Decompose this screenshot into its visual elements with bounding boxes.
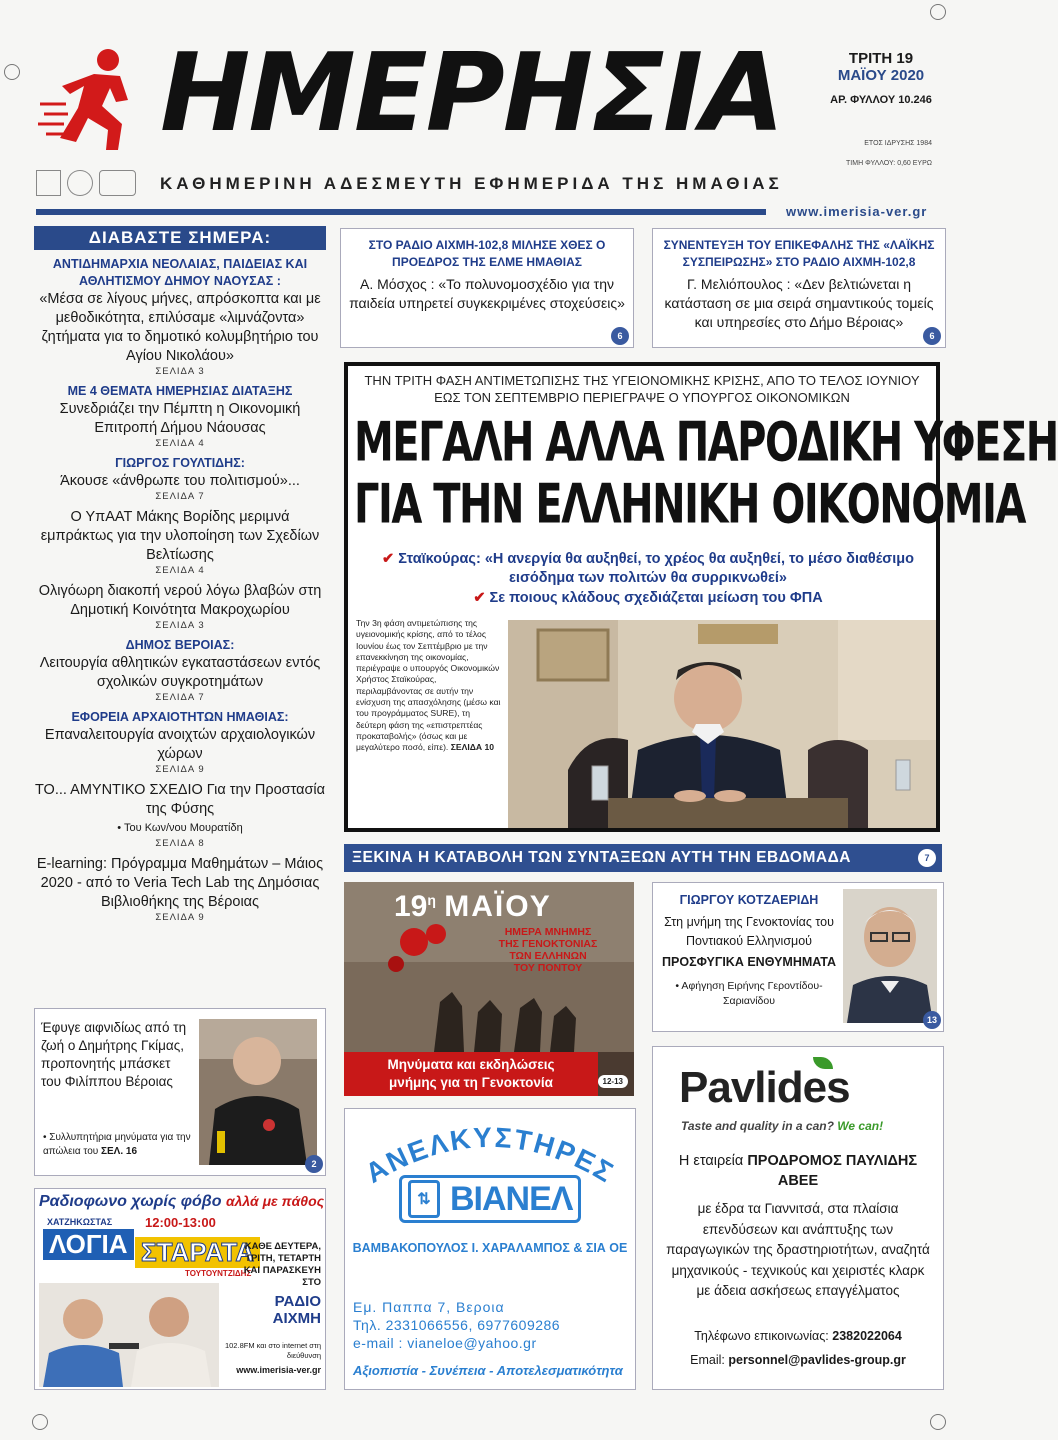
elevator-motto: Αξιοπιστία - Συνέπεια - Αποτελεσματικότητα xyxy=(353,1363,623,1378)
main-story-headline-2: ΓΙΑ ΤΗΝ ΕΛΛΗΝΙΚΗ ΟΙΚΟΝΟΜΙΑ xyxy=(354,474,1025,537)
radio-show-b: ΣΤΑΡΑΤΑ xyxy=(135,1237,260,1268)
genocide-caption: Μηνύματα και εκδηλώσεις μνήμης για τη Γενοκτονία xyxy=(344,1052,598,1096)
elevator-company: ΒΑΜΒΑΚΟΠΟΥΛΟΣ Ι. ΧΑΡΑΛΑΜΠΟΣ & ΣΙΑ ΟΕ xyxy=(352,1241,628,1255)
genocide-memorial[interactable] xyxy=(344,882,634,1096)
page-badge: 2 xyxy=(305,1155,323,1173)
issue-date-block xyxy=(818,50,944,106)
elevator-email[interactable]: e-mail : vianeloe@yahoo.gr xyxy=(353,1335,537,1351)
masthead-rule xyxy=(36,209,766,215)
pavlides-brand: Pavlides xyxy=(679,1063,850,1112)
genocide-date-sup: η xyxy=(427,892,436,908)
pavlides-email[interactable]: Email: personnel@pavlides-group.gr xyxy=(690,1353,906,1367)
top-story-1[interactable]: ΣΤΟ ΡΑΔΙΟ ΑΙΧΜΗ-102,8 ΜΙΛΗΣΕ ΧΘΕΣ Ο ΠΡΟΕΔΡΟΣ ΤΗΣ ΕΛΜΕ ΗΜΑΘΙΑΣ Α. Μόσχος : «Το πολυνομοσχέδιο για την παιδεία υπηρετεί συγκεκριμένες στοχεύσεις» 6 xyxy=(340,228,634,348)
page-badge: 7 xyxy=(918,849,936,867)
genocide-month: ΜΑΪΟΥ xyxy=(444,890,552,923)
cert-badge-icon xyxy=(67,170,92,196)
page-badge: 6 xyxy=(923,327,941,345)
pavlides-phone: Τηλέφωνο επικοινωνίας: 2382022064 xyxy=(694,1329,902,1343)
certification-logos xyxy=(36,170,136,196)
radio-show-a: ΛΟΓΙΑ xyxy=(43,1229,134,1260)
genocide-subtitle: ΗΜΕΡΑ ΜΝΗΜΗΣ ΤΗΣ ΓΕΝΟΚΤΟΝΙΑΣ ΤΩΝ ΕΛΛΗΝΩΝ ΤΟΥ ΠΟΝΤΟΥ xyxy=(498,926,598,974)
column-author: ΓΙΩΡΓΟΥ ΚΟΤΖΑΕΡΙΔΗ xyxy=(679,893,819,907)
page-badge: 13 xyxy=(923,1011,941,1029)
lift-logo-icon: ⇅ xyxy=(408,1180,440,1218)
list-item[interactable]: ΓΙΩΡΓΟΣ ΓΟΥΛΤΙΔΗΣ: Άκουσε «άνθρωπε του πολιτισμού»... ΣΕΛΙΔΑ 7 xyxy=(60,456,300,502)
elevator-address: Εμ. Παππα 7, Βεροια xyxy=(353,1299,505,1315)
radio-ad-slogan-b: αλλά με πάθος xyxy=(225,1193,325,1209)
radio-freq: 102.8FM και στο internet στη διεύθυνση xyxy=(224,1341,321,1360)
obituary-text: Έφυγε αιφνιδίως από τη ζωή ο Δημήτρης Γκίμας, προπονητής μπάσκετ του Φιλίππου Βέροιας xyxy=(41,1020,187,1089)
page-badge: 6 xyxy=(611,327,629,345)
pavlides-intro: Η εταιρεία ΠΡΟΔΡΟΜΟΣ ΠΑΥΛΙΔΗΣ ΑΒΕΕ xyxy=(678,1153,918,1189)
pavlides-slogan-b: We can! xyxy=(837,1119,884,1133)
read-today-list xyxy=(34,256,326,929)
founded-year: ΕΤΟΣ ΙΔΡΥΣΗΣ 1984 xyxy=(864,140,932,147)
list-item[interactable]: ΜΕ 4 ΘΕΜΑΤΑ ΗΜΕΡΗΣΙΑΣ ΔΙΑΤΑΞΗΣ Συνεδριάζει την Πέμπτη η Οικονομική Επιτροπή Δήμου Νάουσας ΣΕΛΙΔΑ 4 xyxy=(59,384,301,449)
registration-mark-icon xyxy=(930,1414,946,1430)
main-story[interactable] xyxy=(344,362,1058,832)
svg-text:ΑΝΕΛΚΥΣΤΗΡΕΣ: ΑΝΕΛΚΥΣΤΗΡΕΣ xyxy=(360,1121,620,1189)
list-item[interactable]: ΤΟ... ΑΜΥΝΤΙΚΟ ΣΧΕΔΙΟ Για την Προστασία της Φύσης • Του Κων/νου Μουρατίδη ΣΕΛΙΔΑ 8 xyxy=(34,782,326,849)
list-item[interactable]: Ολιγόωρη διακοπή νερού λόγω βλαβών στη Δημοτική Κοινότητα Μακροχωρίου ΣΕΛΙΔΑ 3 xyxy=(38,583,322,631)
issue-number: ΑΡ. ΦΥΛΛΟΥ 10.246 xyxy=(830,94,932,106)
main-story-kicker: ΤΗΝ ΤΡΙΤΗ ΦΑΣΗ ΑΝΤΙΜΕΤΩΠΙΣΗΣ ΤΗΣ ΥΓΕΙΟΝΟΜΙΚΗΣ ΚΡΙΣΗΣ, ΑΠΟ ΤΟ ΤΕΛΟΣ ΙΟΥΝΙΟΥ ΕΩΣ ΤΟΝ ΣΕΠΤΕΜΒΡΙΟ ΠΕΡΙΕΓΡΑΨΕ Ο ΥΠΟΥΡΓΟΣ ΟΙΚΟΝΟΜΙΚΩΝ xyxy=(364,373,920,405)
radio-show-ad[interactable] xyxy=(34,1188,326,1390)
runner-logo-icon xyxy=(36,46,146,156)
radio-days: ΚΑΘΕ ΔΕΥΤΕΡΑ, ΤΡΙΤΗ, ΤΕΤΑΡΤΗ ΚΑΙ ΠΑΡΑΣΚΕΥΗ ΣΤΟ xyxy=(243,1241,321,1288)
elevator-ad[interactable] xyxy=(344,1108,636,1390)
elder-photo xyxy=(843,889,937,1023)
obituary-sub: • Συλλυπητήρια μηνύματα για την απώλεια του ΣΕΛ. 16 xyxy=(43,1132,191,1157)
pavlides-ad[interactable] xyxy=(652,1046,944,1390)
radio-host: ΧΑΤΖΗΚΩΣΤΑΣ xyxy=(47,1217,113,1227)
top-story-2[interactable]: ΣΥΝΕΝΤΕΥΞΗ ΤΟΥ ΕΠΙΚΕΦΑΛΗΣ ΤΗΣ «ΛΑΪΚΗΣ ΣΥΣΠΕΙΡΩΣΗΣ» ΣΤΟ ΡΑΔΙΟ ΑΙΧΜΗ-102,8 Γ. Μελιόπουλος : «Δεν βελτιώνεται η κατάσταση σε μια σειρά σημαντικούς τομείς και υπηρεσίες στο Δήμο Βέροιας» 6 xyxy=(652,228,946,348)
masthead-title: ΗΜΕΡΗΣΙΑ xyxy=(160,31,783,156)
radio-url[interactable]: www.imerisia-ver.gr xyxy=(236,1365,321,1375)
pensions-banner[interactable]: ΞΕΚΙΝΑ Η ΚΑΤΑΒΟΛΗ ΤΩΝ ΣΥΝΤΑΞΕΩΝ ΑΥΤΗ ΤΗΝ ΕΒΔΟΜΑΔΑ 7 xyxy=(344,844,942,872)
minister-photo xyxy=(508,620,936,828)
issue-day: ΤΡΙΤΗ 19 xyxy=(848,50,914,67)
column-title: ΠΡΟΣΦΥΓΙΚΑ ΕΝΘΥΜΗΜΑΤΑ xyxy=(661,955,836,969)
website-link[interactable]: www.imerisia-ver.gr xyxy=(786,204,928,219)
radio-hosts-photo xyxy=(39,1283,219,1387)
registration-mark-icon xyxy=(32,1414,48,1430)
list-item[interactable]: ΔΗΜΟΣ ΒΕΡΟΙΑΣ: Λειτουργία αθλητικών εγκαταστάσεων εντός σχολικών συγκροτημάτων ΣΕΛΙΔΑ 7 xyxy=(39,638,321,703)
checkmark-icon: ✔ xyxy=(382,551,395,567)
memoirs-column[interactable] xyxy=(652,882,944,1032)
radio-station: ΡΑΔΙΟ ΑΙΧΜΗ xyxy=(272,1293,321,1327)
list-item[interactable]: E-learning: Πρόγραμμα Μαθημάτων – Μάιος 2020 - από το Veria Tech Lab της Δημόσιας Βιβλιοθήκης της Βέροιας ΣΕΛΙΔΑ 9 xyxy=(36,856,324,923)
column-sub: • Αφήγηση Ειρήνης Γεροντίδου-Σαριανίδου xyxy=(675,980,823,1007)
column-text: Στη μνήμη της Γενοκτονίας του Ποντιακού Ελληνισμού xyxy=(664,915,834,948)
elevator-phone: Τηλ. 2331066556, 6977609286 xyxy=(353,1317,561,1333)
radio-ad-slogan: Ραδιοφωνο χωρίς φόβο xyxy=(39,1193,222,1210)
masthead-tagline: ΚΑΘΗΜΕΡΙΝΗ ΑΔΕΣΜΕΥΤΗ ΕΦΗΜΕΡΙΔΑ ΤΗΣ ΗΜΑΘΙΑΣ xyxy=(160,174,783,193)
list-item[interactable]: ΕΦΟΡΕΙΑ ΑΡΧΑΙΟΤΗΤΩΝ ΗΜΑΘΙΑΣ: Επαναλειτουργία ανοιχτών αρχαιολογικών χώρων ΣΕΛΙΔΑ 9 xyxy=(44,710,316,775)
page-badge: 12-13 xyxy=(598,1075,628,1088)
radio-time: 12:00-13:00 xyxy=(145,1215,216,1230)
price: ΤΙΜΗ ΦΥΛΛΟΥ: 0,60 ΕΥΡΩ xyxy=(846,160,932,167)
pavlides-slogan: Taste and quality in a can? xyxy=(681,1119,834,1133)
list-item[interactable]: ΑΝΤΙΔΗΜΑΡΧΙΑ ΝΕΟΛΑΙΑΣ, ΠΑΙΔΕΙΑΣ ΚΑΙ ΑΘΛΗΤΙΣΜΟΥ ΔΗΜΟΥ ΝΑΟΥΣΑΣ : «Μέσα σε λίγους μήνες, απρόσκοπτα και με μεθοδικότητα, επιλύσαμε «λιμνάζοντα» ζητήματα για το δημοτικό κολυμβητήριο του Αγίου Νικολάου» ΣΕΛΙΔΑ 3 xyxy=(39,257,321,377)
cert-badge-icon xyxy=(99,170,136,196)
checkmark-icon: ✔ xyxy=(473,590,486,606)
genocide-date: 19 xyxy=(394,890,428,923)
main-story-bullet-2: ✔ Σε ποιους κλάδους σχεδιάζεται μείωση του ΦΠΑ xyxy=(473,590,823,606)
cert-badge-icon xyxy=(36,170,61,196)
registration-mark-icon xyxy=(4,64,20,80)
pavlides-body: με έδρα τα Γιαννιτσά, στα πλαίσια επενδύσεων και ανάπτυξης των παραγωγικών της δραστηριοτήτων, αναζητά μηχανικούς - τεχνικούς και χειριστές κλαρκ με άδεια ασκήσεως επαγγέλματος xyxy=(666,1201,930,1298)
main-story-body: Την 3η φάση αντιμετώπισης της υγειονομικής κρίσης, από το τέλος Ιουνίου έως τον Σεπτέμβριο με την επανεκκίνηση της οικονομίας, περιέγραψε ο υπουργός Οικονομικών Χρήστος Σταϊκούρας, περιλαμβάνοντας σε αυτήν την ενίσχυση της απασχόλησης (μέσω και του προγράμματος SURE), τη δεύτερη φάση της «επιστρεπτέας προκαταβολής» (όσως και με μεγαλύτερο ποσό, είπε). ΣΕΛΙΔΑ 10 xyxy=(356,618,501,753)
registration-mark-icon xyxy=(930,4,946,20)
coach-photo xyxy=(199,1019,317,1165)
issue-month: ΜΑΪΟΥ 2020 xyxy=(837,67,925,84)
read-today-header: ΔΙΑΒΑΣΤΕ ΣΗΜΕΡΑ: xyxy=(34,226,326,250)
elevator-brand: ⇅ ΒΙΑΝΕΛ xyxy=(399,1175,581,1223)
radio-host-2: ΤΟΥΤΟΥΝΤΖΙΔΗΣ xyxy=(185,1269,252,1278)
main-story-bullet-1: ✔ Σταϊκούρας: «Η ανεργία θα αυξηθεί, το χρέος θα αυξηθεί, το μέσο διαθέσιμο εισόδημα των πολιτών θα συρρικνωθεί» xyxy=(382,551,914,586)
obituary-box[interactable] xyxy=(34,1008,326,1176)
list-item[interactable]: Ο ΥπΑΑΤ Μάκης Βορίδης μεριμνά εμπράκτως για την υλοποίηση των Σχεδίων Βελτίωσης ΣΕΛΙΔΑ 4 xyxy=(40,509,320,576)
main-story-headline: ΜΕΓΑΛΗ ΑΛΛΑ ΠΑΡΟΔΙΚΗ ΥΦΕΣΗ xyxy=(354,412,1058,475)
